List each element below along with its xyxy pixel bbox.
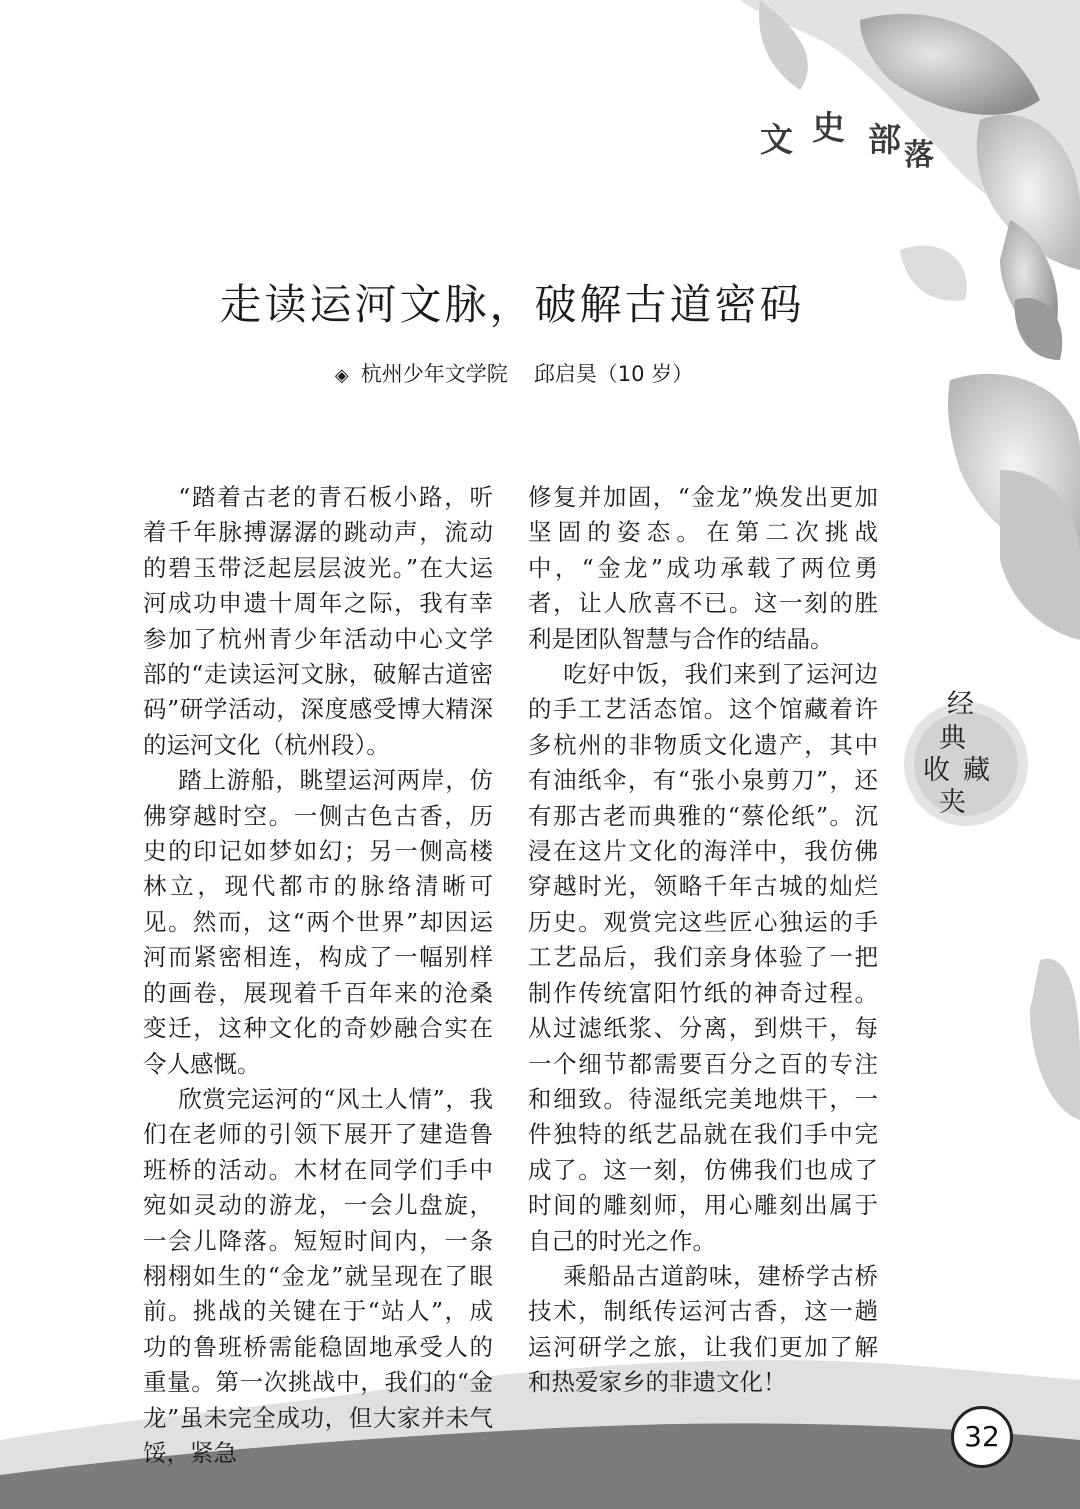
- stamp-char: 经: [947, 689, 974, 720]
- stamp-char: 夹: [939, 787, 966, 818]
- paragraph: 欣赏完运河的“风土人情”，我们在老师的引领下展开了建造鲁班桥的活动。木材在同学们手中宛如灵动的游龙，一会儿盘旋，一会儿降落。短短时间内，一条栩栩如生的“金龙”就呈现在了眼前。挑战的关键在于“站人”，成功的鲁班桥需能稳固地承受人的重量。第一次挑战中，我们的“金龙”虽未完全成功，但大家并未气馁，紧急: [143, 1084, 493, 1467]
- page-number: 32: [951, 1406, 1013, 1468]
- author-school: 杭州少年文学院: [360, 362, 508, 386]
- section-char: 史: [812, 108, 845, 147]
- stamp-char: 藏: [963, 755, 990, 786]
- paragraph: 乘船品古道韵味，建桥学古桥技术，制纸传运河古香，这一趟运河研学之旅，让我们更加了解和热爱家乡的非遗文化！: [528, 1261, 878, 1397]
- paragraph: 踏上游船，眺望运河两岸，仿佛穿越时空。一侧古色古香，历史的印记如梦如幻；另一侧高楼林立，现代都市的脉络清晰可见。然而，这“两个世界”却因运河而紧密相连，构成了一幅别样的画卷，展现着千百年来的沧桑变迁，这种文化的奇妙融合实在令人感慨。: [143, 766, 493, 1078]
- stamp-char: 典: [939, 723, 966, 754]
- section-char: 部: [868, 120, 901, 159]
- article-title: 走读运河文脉，破解古道密码: [219, 280, 805, 329]
- author-name: 邱启昊（10 岁）: [533, 362, 694, 386]
- paragraph: “踏着古老的青石板小路，听着千年脉搏潺潺的跳动声，流动的碧玉带泛起层层波光。”在大运河成功申遗十周年之际，我有幸参加了杭州青少年活动中心文学部的“走读运河文脉，破解古道密码”研学活动，深度感受博大精深的运河文化（杭州段）。: [143, 483, 493, 759]
- article-column-left: [143, 480, 493, 1471]
- paragraph: 修复并加固，“金龙”焕发出更加坚固的姿态。在第二次挑战中，“金龙”成功承载了两位勇者，让人欣喜不已。这一刻的胜利是团队智慧与合作的结晶。: [528, 483, 878, 653]
- section-char: 落: [904, 138, 934, 173]
- article-byline: [0, 358, 1024, 388]
- section-char: 文: [760, 120, 793, 159]
- paragraph: 吃好中饭，我们来到了运河边的手工艺活态馆。这个馆藏着许多杭州的非物质文化遗产，其中有油纸伞，有“张小泉剪刀”，还有那古老而典雅的“蔡伦纸”。沉浸在这片文化的海洋中，我仿佛穿越时光，领略千年古城的灿烂历史。观赏完这些匠心独运的手工艺品后，我们亲身体验了一把制作传统富阳竹纸的神奇过程。从过滤纸浆、分离，到烘干，每一个细节都需要百分之百的专注和细致。待湿纸完美地烘干，一件独特的纸艺品就在我们手中完成了。这一刻，仿佛我们也成了时间的雕刻师，用心雕刻出属于自己的时光之作。: [528, 660, 878, 1255]
- article-column-right: [528, 480, 878, 1401]
- byline-bullet-icon: ◈: [334, 365, 349, 386]
- section-tag: [756, 108, 946, 178]
- collection-stamp: [905, 682, 1030, 857]
- stamp-char: 收: [923, 755, 950, 786]
